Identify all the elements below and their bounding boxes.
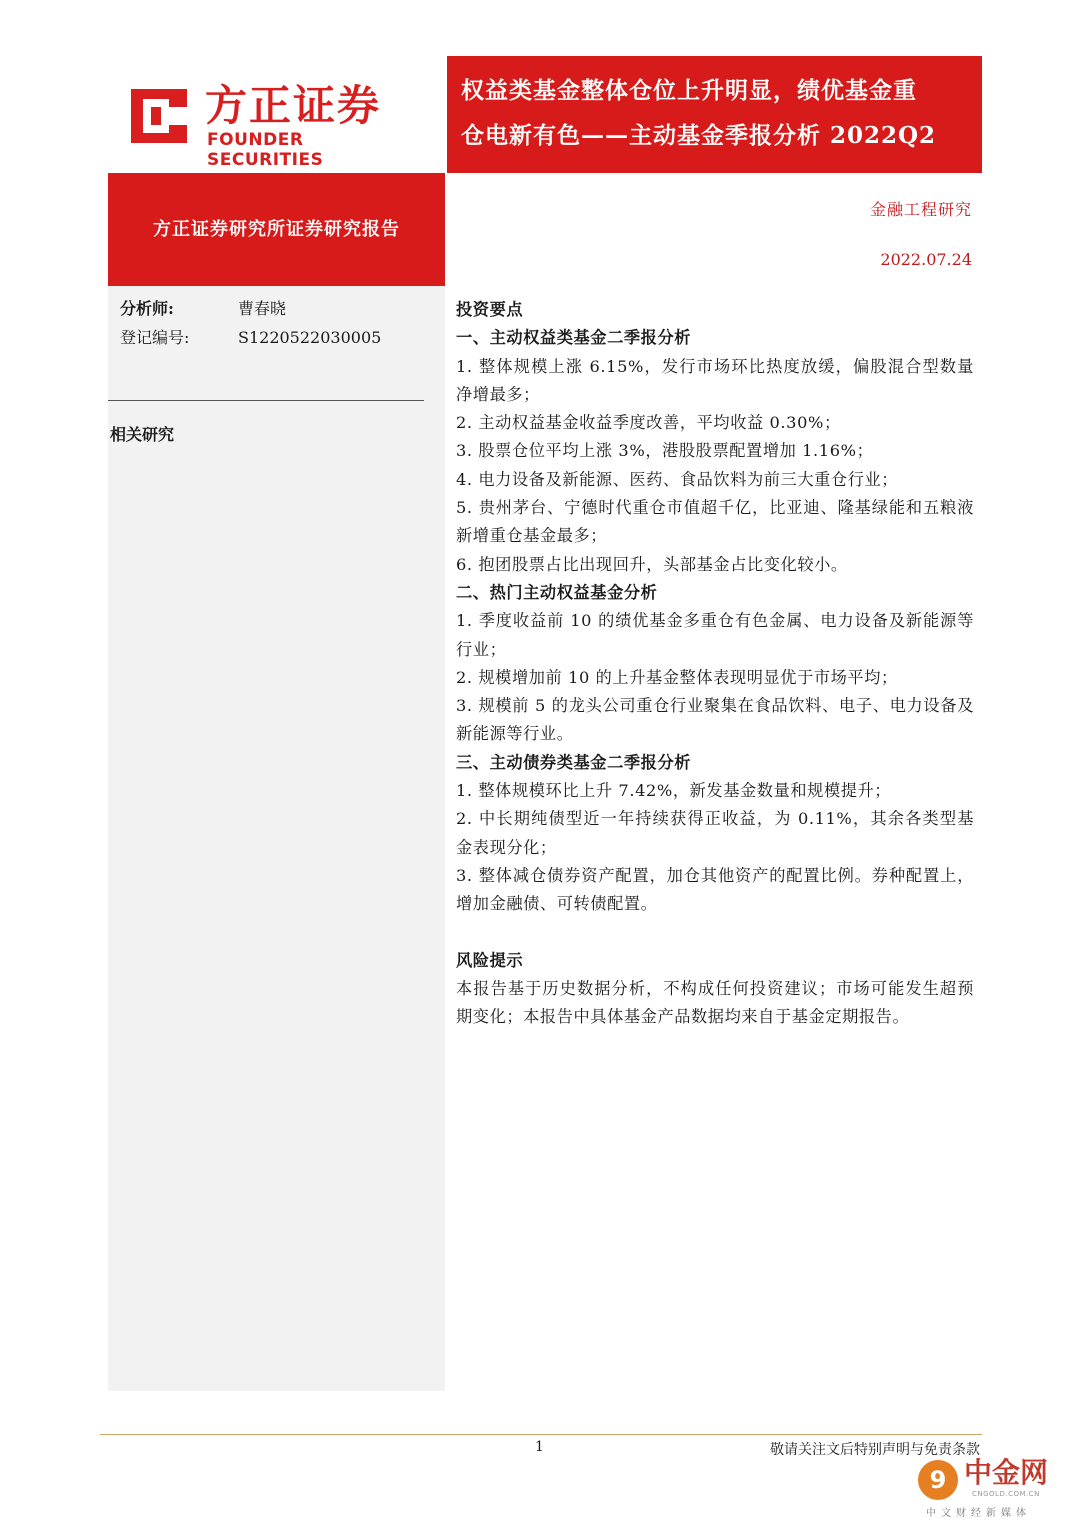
watermark-domain: CNGOLD.COM.CN — [972, 1490, 1040, 1498]
registration-label: 登记编号: — [120, 328, 190, 347]
section-item: 2. 规模增加前 10 的上升基金整体表现明显优于市场平均； — [456, 667, 898, 687]
watermark — [918, 1454, 1078, 1524]
main-content — [456, 296, 974, 1031]
section-item: 5. 贵州茅台、宁德时代重仓市值超千亿，比亚迪、隆基绿能和五粮液新增重仓基金最多； — [456, 498, 974, 546]
analyst-name: 曹春晓 — [238, 299, 287, 318]
logo-english-name: FOUNDER SECURITIES — [207, 130, 324, 170]
watermark-logo-icon: 9 — [918, 1460, 958, 1500]
report-title-line-1: 权益类基金整体仓位上升明显，绩优基金重 — [461, 77, 917, 104]
report-date: 2022.07.24 — [880, 250, 972, 269]
section-heading: 三、主动债券类基金二季报分析 — [456, 752, 692, 772]
founder-logo — [125, 81, 425, 170]
section-item: 2. 主动权益基金收益季度改善，平均收益 0.30%； — [456, 413, 841, 433]
watermark-tagline: 中文财经新媒体 — [926, 1508, 1031, 1519]
spacer — [456, 919, 974, 947]
report-type-banner: 方正证券研究所证券研究报告 — [108, 173, 445, 286]
registration-number: S1220522030005 — [238, 328, 382, 347]
report-title-line-2: 仓电新有色——主动基金季报分析 2022Q2 — [461, 122, 937, 149]
section-item: 1. 季度收益前 10 的绩优基金多重仓有色金属、电力设备及新能源等行业； — [456, 611, 974, 659]
section-item: 4. 电力设备及新能源、医药、食品饮料为前三大重仓行业； — [456, 469, 899, 489]
report-title-box — [447, 56, 982, 173]
section-item: 1. 整体规模环比上升 7.42%，新发基金数量和规模提升； — [456, 781, 892, 801]
section-item: 3. 整体减仓债券资产配置，加仓其他资产的配置比例。券种配置上，增加金融债、可转债配置。 — [456, 865, 974, 914]
section-item: 2. 中长期纯债型近一年持续获得正收益，为 0.11%，其余各类型基金表现分化； — [456, 809, 974, 857]
logo-chinese-name: 方正证券 — [205, 81, 382, 130]
section-heading: 二、热门主动权益基金分析 — [456, 582, 658, 602]
analyst-row — [120, 296, 286, 322]
footer-disclaimer: 敬请关注文后特别声明与免责条款 — [770, 1442, 980, 1458]
sidebar-divider — [108, 400, 424, 401]
section-item: 6. 抱团股票占比出现回升，头部基金占比变化较小。 — [456, 554, 848, 574]
risk-heading: 风险提示 — [456, 950, 524, 970]
footer-divider — [100, 1434, 982, 1435]
analyst-label: 分析师: — [120, 299, 174, 318]
sidebar — [108, 286, 445, 1391]
section-item: 3. 股票仓位平均上涨 3%，港股股票配置增加 1.16%； — [456, 441, 874, 461]
section-item: 3. 规模前 5 的龙头公司重仓行业聚集在食品饮料、电子、电力设备及新能源等行业。 — [456, 696, 974, 744]
key-points-heading: 投资要点 — [456, 300, 524, 319]
watermark-name: 中金网 — [964, 1456, 1049, 1489]
registration-row — [120, 325, 381, 351]
related-research-heading: 相关研究 — [110, 425, 175, 444]
research-category: 金融工程研究 — [869, 200, 972, 219]
section-item: 1. 整体规模上涨 6.15%，发行市场环比热度放缓，偏股混合型数量净增最多； — [456, 356, 974, 404]
section-heading: 一、主动权益类基金二季报分析 — [456, 328, 692, 348]
risk-text: 本报告基于历史数据分析，不构成任何投资建议；市场可能发生超预期变化；本报告中具体基金产品数据均来自于基金定期报告。 — [456, 978, 974, 1027]
founder-logo-icon — [125, 85, 193, 147]
page-number: 1 — [535, 1439, 544, 1455]
